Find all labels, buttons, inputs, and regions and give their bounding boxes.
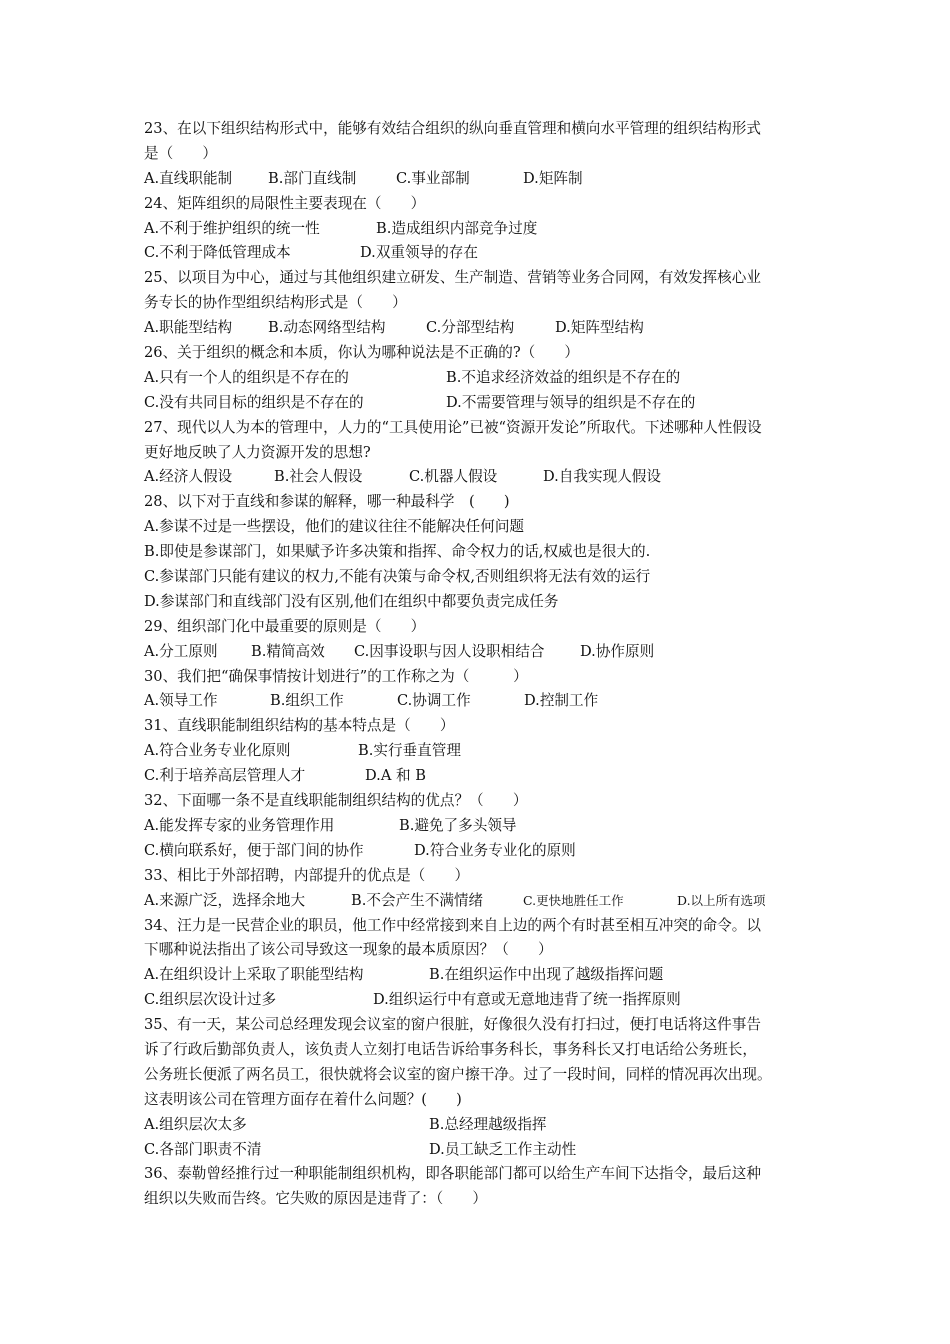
question-34 [144,914,816,1014]
options-row [144,465,816,490]
option-b: B.避免了多头领导 [399,816,517,834]
option-a: A.只有一个人的组织是不存在的 [144,368,349,386]
question-text: 34、汪力是一民营企业的职员，他工作中经常接到来自上边的两个有时甚至相互冲突的命令。以 [144,916,761,934]
question-text: 24、矩阵组织的局限性主要表现在（ ） [144,194,426,212]
option-a: A.职能型结构 [144,319,233,337]
options-row [144,217,816,242]
question-text: 务专长的协作型组织结构形式是（ ） [144,294,407,312]
question-text: 30、我们把“确保事情按计划进行”的工作称之为（ ） [144,667,528,685]
option-d: D.参谋部门和直线部门没有区别,他们在组织中都要负责完成任务 [144,592,559,610]
option-a: A.分工原则 [144,642,218,660]
question-text: 31、直线职能制组织结构的基本特点是（ ） [144,717,455,735]
option-d: D.自我实现人假设 [543,468,661,486]
option-a: A.直线职能制 [144,169,233,187]
option-b: B.部门直线制 [268,169,357,187]
question-30 [144,665,816,715]
option-d: D.A 和 B [365,767,426,785]
options-row [144,689,816,714]
option-c: C.协调工作 [397,692,471,710]
option-d: D.矩阵制 [523,169,583,187]
option-b: B.组织工作 [270,692,344,710]
options-row [144,241,816,266]
option-d: D.控制工作 [524,692,599,710]
question-text: 23、在以下组织结构形式中，能够有效结合组织的纵向垂直管理和横向水平管理的组织结构形式 [144,120,761,137]
question-text: 36、泰勒曾经推行过一种职能制组织机构，即各职能部门都可以给生产车间下达指令，最后这种 [144,1165,761,1183]
option-d: D.符合业务专业化的原则 [414,841,576,859]
question-text: 公务班长便派了两名员工，很快就将会议室的窗户擦干净。过了一段时间，同样的情况再次出现。 [144,1065,772,1083]
question-text: 这表明该公司在管理方面存在着什么问题？( ) [144,1090,462,1108]
options-row [144,640,816,665]
question-35 [144,1013,816,1162]
option-d: D.员工缺乏工作主动性 [429,1140,577,1158]
question-text: 29、组织部门化中最重要的原则是（ ） [144,617,426,635]
option-c: C.参谋部门只能有建议的权力,不能有决策与命令权,否则组织将无法有效的运行 [144,568,651,586]
question-text: 26、关于组织的概念和本质，你认为哪种说法是不正确的?（ ） [144,344,580,362]
option-a: A.来源广泛，选择余地大 [144,891,306,909]
question-25 [144,266,816,341]
option-b: B.社会人假设 [274,468,363,486]
question-31 [144,714,816,789]
option-a: A.组织层次太多 [144,1115,247,1133]
option-b: B.不会产生不满情绪 [351,891,484,909]
option-a: A.在组织设计上采取了职能型结构 [144,966,364,984]
option-a: A.符合业务专业化原则 [144,742,291,760]
options-row [144,839,816,864]
question-list [144,117,816,1212]
question-text: 27、现代以人为本的管理中，人力的“工具使用论”已被“资源开发论”所取代。下述哪种人性假设 [144,418,762,436]
option-b: B.精简高效 [251,642,325,660]
option-c: C.事业部制 [396,169,470,187]
question-text: 诉了行政后勤部负责人，该负责人立刻打电话告诉给事务科长，事务科长又打电话给公务班长， [144,1040,757,1058]
option-c: C.不利于降低管理成本 [144,244,291,262]
options-row [144,1138,816,1163]
option-a: A.能发挥专家的业务管理作用 [144,816,335,834]
option-c: C.因事设职与因人设职相结合 [354,642,545,660]
question-26 [144,341,816,416]
option-c: C.各部门职责不清 [144,1140,262,1158]
options-row [144,988,816,1013]
options-row [144,316,816,341]
option-a: A.参谋不过是一些摆设，他们的建议往往不能解决任何问题 [144,518,525,536]
options-row [144,391,816,416]
option-c: C.更快地胜任工作 [523,892,624,908]
option-b: B.即使是参谋部门，如果赋予许多决策和指挥、命令权力的话,权威也是很大的. [144,543,651,561]
option-d: D.协作原则 [580,642,655,660]
option-d: D.不需要管理与领导的组织是不存在的 [446,393,696,411]
options-row [144,167,816,192]
question-text: 组织以失败而告终。它失败的原因是违背了：（ ） [144,1190,487,1208]
question-27 [144,416,816,491]
question-29 [144,615,816,665]
option-b: B.动态网络型结构 [268,319,386,337]
options-row [144,963,816,988]
question-36 [144,1162,816,1212]
option-b: B.在组织运作中出现了越级指挥问题 [429,966,664,984]
option-c: C.组织层次设计过多 [144,991,277,1009]
option-d: D.组织运行中有意或无意地违背了统一指挥原则 [373,991,681,1009]
options-row [144,739,816,764]
question-text: 是（ ） [144,144,217,162]
question-32 [144,789,816,864]
question-text: 35、有一天，某公司总经理发现会议室的窗户很脏，好像很久没有打扫过，便打电话将这件事告 [144,1016,761,1034]
question-text: 32、下面哪一条不是直线职能制组织结构的优点？（ ） [144,792,528,810]
question-text: 28、以下对于直线和参谋的解释，哪一种最科学 ( ) [144,493,510,511]
option-c: C.分部型结构 [426,319,515,337]
options-row [144,1113,816,1138]
question-text: 33、相比于外部招聘，内部提升的优点是（ ） [144,866,470,884]
option-c: C.没有共同目标的组织是不存在的 [144,393,364,411]
options-row [144,366,816,391]
option-a: A.经济人假设 [144,468,233,486]
question-text: 更好地反映了人力资源开发的思想? [144,443,371,461]
option-d: D.矩阵型结构 [555,319,644,337]
option-b: B.造成组织内部竞争过度 [376,219,538,237]
option-a: A.领导工作 [144,692,218,710]
option-b: B.总经理越级指挥 [429,1115,547,1133]
option-c: C.横向联系好，便于部门间的协作 [144,841,364,859]
question-33 [144,864,816,914]
option-c: C.利于培养高层管理人才 [144,767,306,785]
option-d: D.双重领导的存在 [360,244,478,262]
question-text: 25、以项目为中心，通过与其他组织建立研发、生产制造、营销等业务合同网，有效发挥核心业 [144,269,761,287]
option-a: A.不利于维护组织的统一性 [144,219,320,237]
option-d: D.以上所有选项 [677,892,766,908]
option-c: C.机器人假设 [409,468,498,486]
question-23 [144,117,816,192]
options-row [144,814,816,839]
question-28 [144,490,816,614]
options-row [144,764,816,789]
options-row [144,889,816,914]
option-b: B.实行垂直管理 [358,742,461,760]
option-b: B.不追求经济效益的组织是不存在的 [446,368,681,386]
question-text: 下哪种说法指出了该公司导致这一现象的最本质原因？（ ） [144,941,553,959]
question-24 [144,192,816,267]
